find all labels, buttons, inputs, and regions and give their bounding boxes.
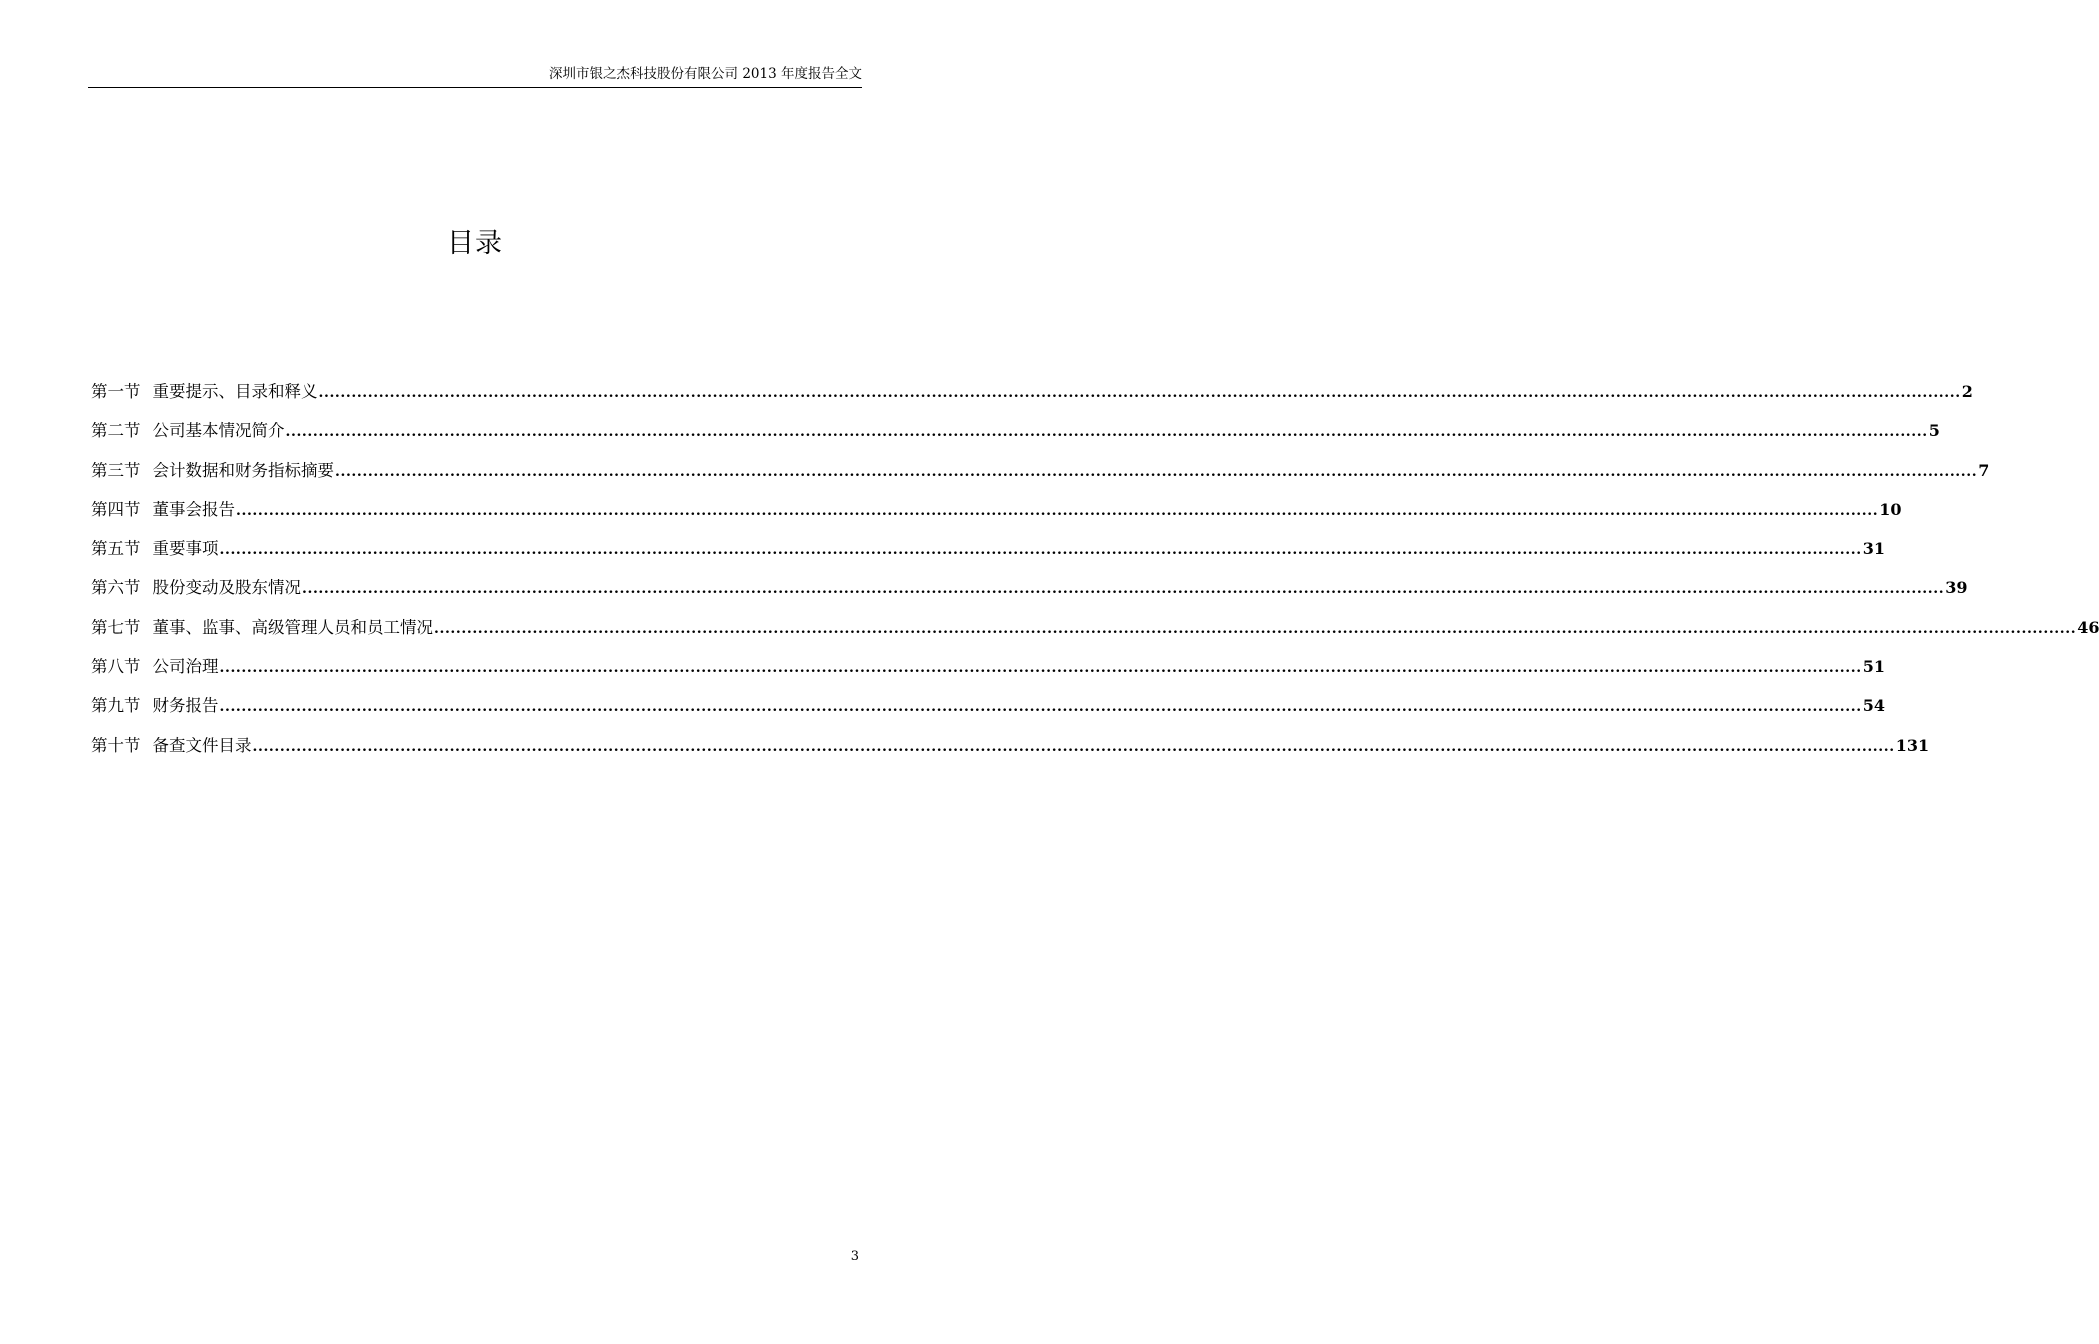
toc-entry[interactable] [91, 456, 1990, 495]
toc-section-title: 公司基本情况简介 [152, 421, 285, 441]
toc-entry[interactable] [91, 573, 1968, 612]
toc-dot-leader: ............................................................................................................................................................................................................................................................................................................ [219, 542, 1862, 559]
toc-entry[interactable] [91, 652, 1885, 691]
toc-section-title: 公司治理 [152, 657, 219, 677]
toc-page-number: 46 [2077, 617, 2099, 637]
toc-section-title: 董事、监事、高级管理人员和员工情况 [152, 617, 433, 637]
toc-dot-leader: ............................................................................................................................................................................................................................................................................................................ [318, 385, 1961, 401]
toc-section-title: 会计数据和财务指标摘要 [152, 460, 334, 480]
toc-dot-leader: ............................................................................................................................................................................................................................................................................................................ [219, 699, 1862, 716]
toc-section-number: 第三节 [91, 460, 141, 480]
toc-section-number: 第六节 [91, 578, 141, 598]
toc-section-number: 第八节 [91, 657, 141, 677]
toc-dot-leader: ............................................................................................................................................................................................................................................................................................................ [434, 620, 2077, 637]
toc-section-title: 备查文件目录 [152, 735, 252, 755]
toc-section-title: 董事会报告 [152, 499, 235, 519]
toc-section-title: 重要提示、目录和释义 [152, 382, 318, 401]
header-text: 深圳市银之杰科技股份有限公司 2013 年度报告全文 [549, 66, 862, 82]
toc-dot-leader: ............................................................................................................................................................................................................................................................................................................ [219, 660, 1862, 677]
toc-page-number: 39 [1945, 578, 1968, 598]
toc-dot-leader: ............................................................................................................................................................................................................................................................................................................ [236, 502, 1879, 519]
toc-page-number: 2 [1961, 382, 1973, 401]
toc-entry[interactable] [91, 416, 1940, 455]
page-number: 3 [850, 1249, 859, 1264]
toc-page-number: 54 [1862, 696, 1885, 716]
toc-section-number: 第一节 [91, 382, 141, 401]
toc-page-number: 131 [1895, 735, 1930, 755]
toc-page-number: 5 [1928, 421, 1940, 441]
table-of-contents [91, 377, 2099, 770]
toc-page-number: 10 [1879, 499, 1902, 519]
toc-section-number: 第四节 [91, 499, 141, 519]
toc-page-number: 7 [1978, 460, 1990, 480]
toc-entry[interactable] [91, 613, 2099, 652]
toc-section-number: 第二节 [91, 421, 141, 441]
page-title: 目录 [447, 228, 503, 259]
toc-dot-leader: ............................................................................................................................................................................................................................................................................................................ [285, 424, 1928, 441]
toc-entry[interactable] [91, 731, 1930, 770]
toc-page-number: 31 [1862, 539, 1885, 559]
toc-section-number: 第九节 [91, 696, 141, 716]
toc-page-number: 51 [1862, 657, 1885, 677]
toc-section-title: 财务报告 [152, 696, 219, 716]
toc-dot-leader: ............................................................................................................................................................................................................................................................................................................ [252, 738, 1895, 755]
toc-entry[interactable] [91, 377, 1973, 416]
toc-entry[interactable] [91, 495, 1902, 534]
toc-section-number: 第七节 [91, 617, 141, 637]
toc-section-number: 第五节 [91, 539, 141, 559]
toc-dot-leader: ............................................................................................................................................................................................................................................................................................................ [335, 463, 1978, 480]
toc-section-title: 重要事项 [152, 539, 219, 559]
toc-entry[interactable] [91, 691, 1885, 730]
toc-dot-leader: ............................................................................................................................................................................................................................................................................................................ [302, 581, 1945, 598]
toc-section-number: 第十节 [91, 735, 141, 755]
toc-entry[interactable] [91, 534, 1885, 573]
toc-section-title: 股份变动及股东情况 [152, 578, 301, 598]
page-header [88, 62, 862, 88]
